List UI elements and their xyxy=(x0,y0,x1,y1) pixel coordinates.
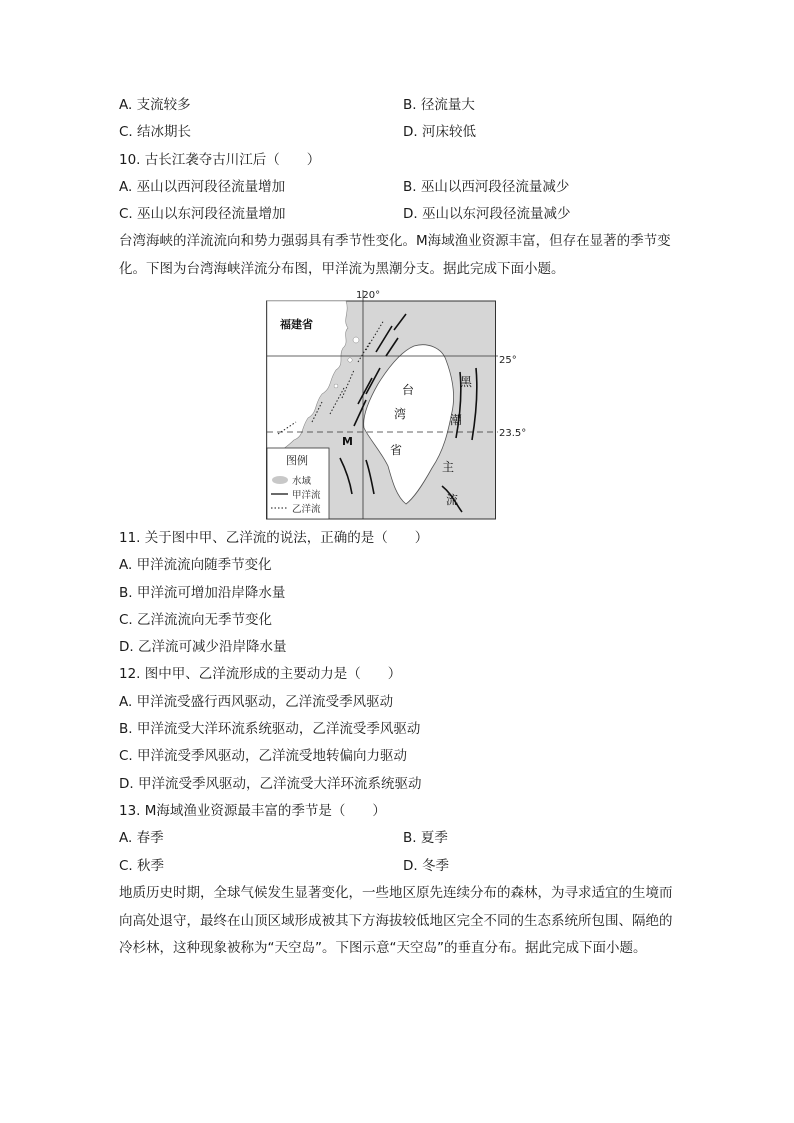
q13-option-a: A. 春季 xyxy=(119,830,164,846)
kuroshio-label-4: 流 xyxy=(446,493,459,507)
q13-stem: 13. M海域渔业资源最丰富的季节是（ ） xyxy=(119,803,386,819)
kuroshio-label-3: 主 xyxy=(442,460,455,474)
legend-title: 图例 xyxy=(286,454,308,467)
q9-option-c: C. 结冰期长 xyxy=(119,124,192,140)
q10-option-a: A. 巫山以西河段径流量增加 xyxy=(119,179,286,195)
taiwan-strait-current-map xyxy=(266,290,536,522)
legend-water-swatch xyxy=(272,476,288,484)
island xyxy=(334,384,338,388)
lat-23-5-label: 23.5° xyxy=(499,428,527,439)
taiwan-label-2: 湾 xyxy=(394,407,407,421)
m-sea-label: M xyxy=(342,435,353,448)
q13-option-b: B. 夏季 xyxy=(403,830,448,846)
lon-label: 120° xyxy=(356,290,381,301)
kuroshio-label-1: 黑 xyxy=(460,375,473,389)
legend-jia-label: 甲洋流 xyxy=(292,490,321,501)
intro-paragraph-sky-island: 地质历史时期，全球气候发生显著变化，一些地区原先连续分布的森林，为寻求适宜的生境而向高处退守，最终在山顶区域形成被其下方海拔较低地区完全不同的生态系统所包围、隔绝的冷杉林，这种现象被称为“天空岛”。下图示意“天空岛”的垂直分布。据此完成下面小题。 xyxy=(119,885,673,956)
legend-yi-label: 乙洋流 xyxy=(292,504,321,515)
legend-water-label: 水域 xyxy=(292,476,312,487)
fujian-label: 福建省 xyxy=(280,318,313,331)
q11-option-a: A. 甲洋流流向随季节变化 xyxy=(119,557,272,573)
taiwan-label-1: 台 xyxy=(402,383,415,397)
q12-stem: 12. 图中甲、乙洋流形成的主要动力是（ ） xyxy=(119,666,402,682)
island xyxy=(348,358,352,362)
q12-option-d: D. 甲洋流受季风驱动，乙洋流受大洋环流系统驱动 xyxy=(119,776,422,792)
q12-option-a: A. 甲洋流受盛行西风驱动，乙洋流受季风驱动 xyxy=(119,694,394,710)
kuroshio-label-2: 潮 xyxy=(450,413,463,427)
q11-option-c: C. 乙洋流流向无季节变化 xyxy=(119,612,273,628)
q13-option-d: D. 冬季 xyxy=(403,858,449,874)
q11-option-b: B. 甲洋流可增加沿岸降水量 xyxy=(119,585,286,601)
q10-option-c: C. 巫山以东河段径流量增加 xyxy=(119,206,286,222)
intro-paragraph-taiwan-strait: 台湾海峡的洋流流向和势力强弱具有季节性变化。M海域渔业资源丰富，但存在显著的季节变化。下图为台湾海峡洋流分布图，甲洋流为黑潮分支。据此完成下面小题。 xyxy=(119,233,671,277)
q10-option-d: D. 巫山以东河段径流量减少 xyxy=(403,206,571,222)
q12-option-b: B. 甲洋流受大洋环流系统驱动，乙洋流受季风驱动 xyxy=(119,721,421,737)
q10-option-b: B. 巫山以西河段径流量减少 xyxy=(403,179,570,195)
q11-stem: 11. 关于图中甲、乙洋流的说法，正确的是（ ） xyxy=(119,530,429,546)
q12-option-c: C. 甲洋流受季风驱动，乙洋流受地转偏向力驱动 xyxy=(119,748,408,764)
q9-option-a: A. 支流较多 xyxy=(119,97,191,113)
q9-option-b: B. 径流量大 xyxy=(403,97,475,113)
island xyxy=(353,337,359,343)
q10-stem: 10. 古长江袭夺古川江后（ ） xyxy=(119,152,321,168)
q9-option-d: D. 河床较低 xyxy=(403,124,476,140)
q11-option-d: D. 乙洋流可减少沿岸降水量 xyxy=(119,639,287,655)
taiwan-label-3: 省 xyxy=(390,443,403,457)
lat-25-label: 25° xyxy=(499,355,517,366)
q13-option-c: C. 秋季 xyxy=(119,858,165,874)
